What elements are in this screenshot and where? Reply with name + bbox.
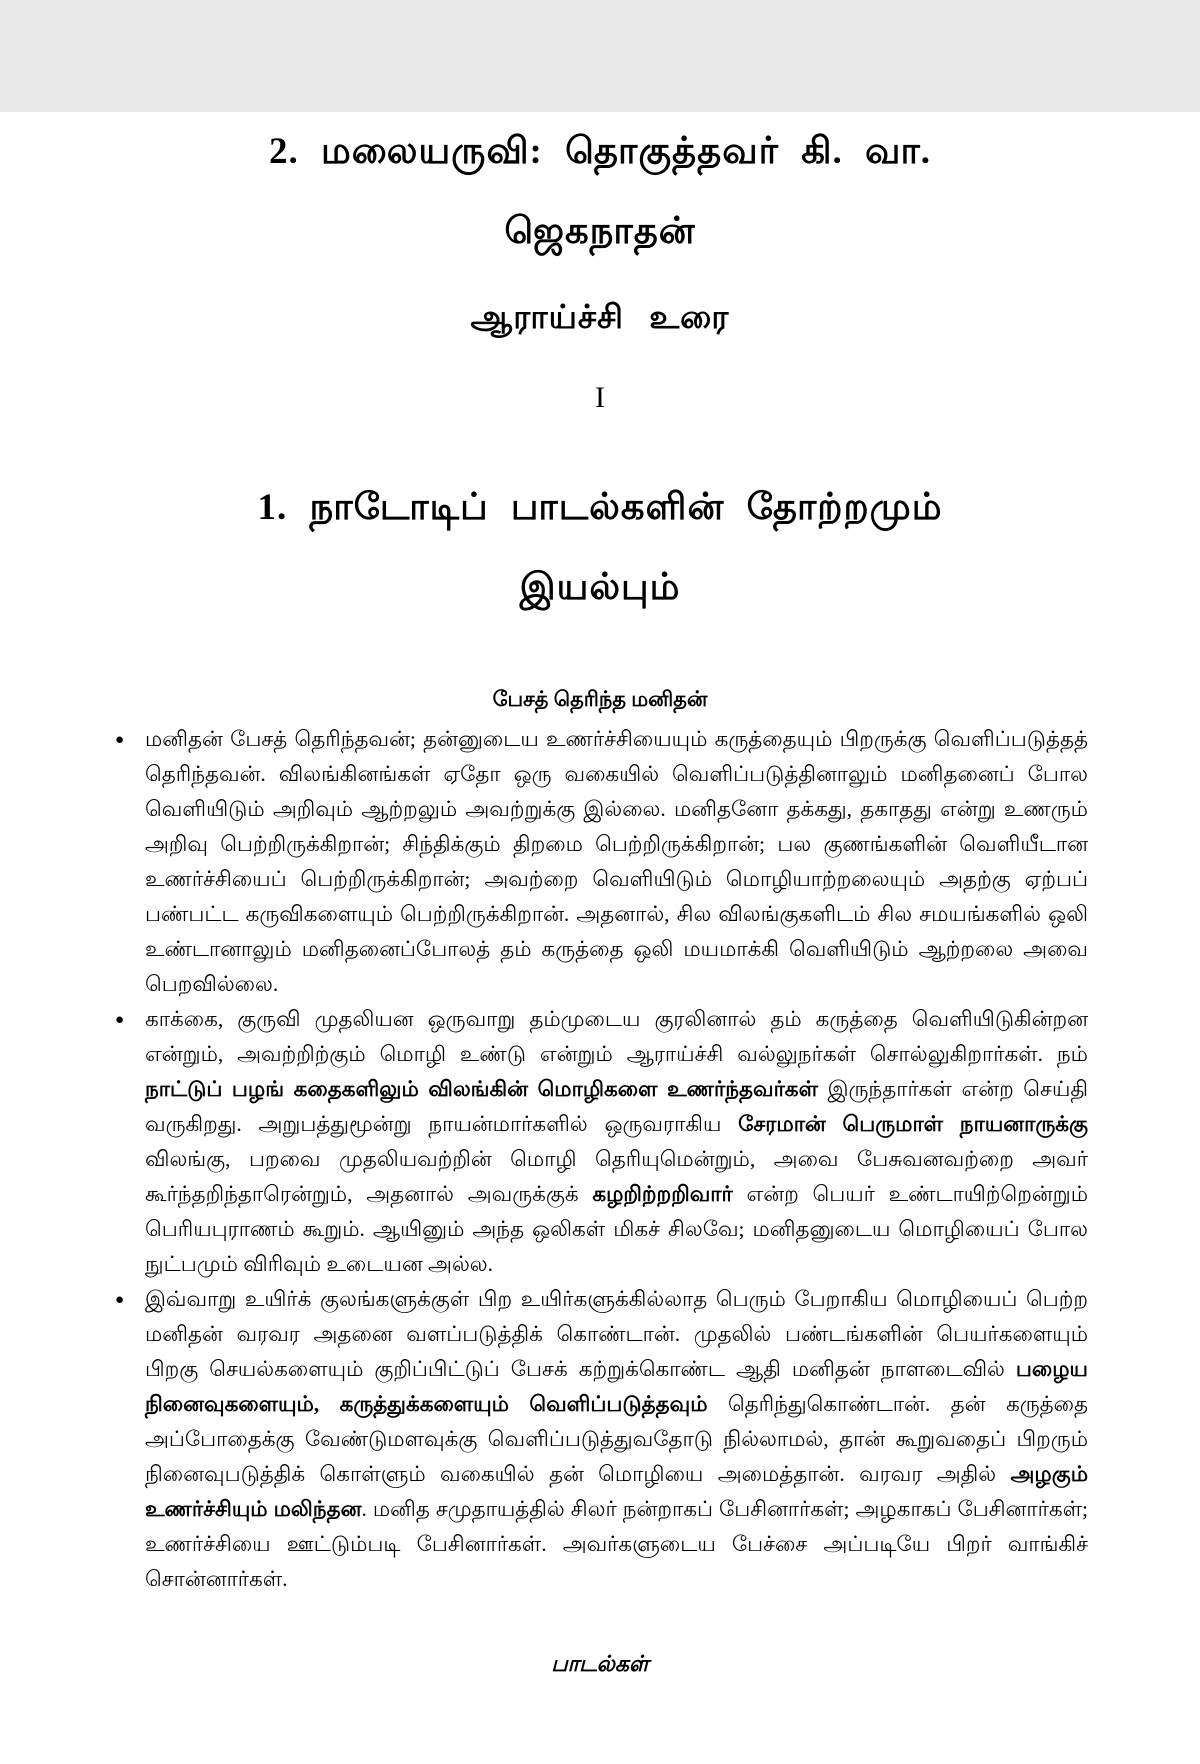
text-run: விலங்கு, பறவை முதலியவற்றின் மொழி தெரியுமென்றும், அவை பேசுவனவற்றை அவர் கூர்ந்தறிந்தாரென்றும், அதனால் அவருக்குக் [145,1147,1088,1206]
document-title-line-1: 2. மலையருவி: தொகுத்தவர் கி. வா. [268,131,932,172]
text-run: காக்கை, குருவி முதலியன ஒருவாறு தம்முடைய குரலினால் தம் கருத்தை வெளியிடுகின்றன என்றும், அவற்றிற்கும் மொழி உண்டு என்றும் ஆராய்ச்சி வல்லுநர்கள் சொல்லுகிறார்கள். நம் [145,1007,1088,1066]
document-subtitle: ஆராய்ச்சி உரை [470,300,730,336]
list-item [115,722,1088,1002]
text-run-bold: அழகும் உணர்ச்சியும் மலிந்தன [145,1462,1088,1521]
songs-heading: பாடல்கள் [551,1651,649,1676]
chapter-title [90,468,1110,628]
text-run: தெரிந்துகொண்டான். தன் கருத்தை அப்போதைக்கு வேண்டுமளவுக்கு வெளிப்படுத்துவதோடு நில்லாமல், தான் கூறுவதைப் பிறரும் நினைவுபடுத்திக் கொள்ளும் வகையில் தன் மொழியை அமைத்தான். வரவர அதில் [145,1392,1088,1486]
text-run-bold: பழைய நினைவுகளையும், கருத்துக்களையும் வெளிப்படுத்தவும் [145,1357,1088,1416]
chapter-title-line-2: இயல்பும் [519,567,681,608]
text-run: . மனித சமுதாயத்தில் சிலர் நன்றாகப் பேசினார்கள்; அழகாகப் பேசினார்கள்; உணர்ச்சியை ஊட்டும்படி பேசினார்கள். அவர்களுடைய பேச்சை அப்படியே பிறர் வாங்கிச் சொன்னார்கள். [145,1497,1088,1591]
text-run: இருந்தார்கள் என்ற செய்தி வருகிறது. அறுபத்துமூன்று நாயன்மார்களில் ஒருவராகிய [145,1077,1088,1136]
list-item [115,1002,1088,1282]
text-run: மனிதன் பேசத் தெரிந்தவன்; தன்னுடைய உணர்ச்சியையும் கருத்தையும் பிறருக்கு வெளிப்படுத்தத் தெரிந்தவன். விலங்கினங்கள் ஏதோ ஒரு வகையில் வெளிப்படுத்தினாலும் மனிதனைப் போல வெளியிடும் அறிவும் ஆற்றலும் அவற்றுக்கு இல்லை. மனிதனோ தக்கது, தகாதது என்று உணரும் அறிவு பெற்றிருக்கிறான்; சிந்திக்கும் திறமை பெற்றிருக்கிறான்; பல குணங்களின் வெளியீடான உணர்ச்சியைப் பெற்றிருக்கிறான்; அவற்றை வெளியிடும் மொழியாற்றலையும் அதற்கு ஏற்பப் பண்பட்ட கருவிகளையும் பெற்றிருக்கிறான். அதனால், சில விலங்குகளிடம் சில சமயங்களில் ஒலி உண்டானாலும் மனிதனைப்போலத் தம் கருத்தை ஒலி மயமாக்கி வெளியிடும் ஆற்றலை அவை பெறவில்லை. [145,727,1088,996]
list-item [115,1282,1088,1597]
text-run-bold: சேரமான் பெருமாள் நாயனாருக்கு [738,1112,1088,1136]
document-title [90,112,1110,272]
document-page [0,112,1200,1764]
bullet-list [115,722,1088,1597]
text-run-bold: நாட்டுப் பழங் கதைகளிலும் விலங்கின் மொழிகளை உணர்ந்தவர்கள் [145,1077,818,1101]
text-run: இவ்வாறு உயிர்க் குலங்களுக்குள் பிற உயிர்களுக்கில்லாத பெரும் பேறாகிய மொழியைப் பெற்ற மனிதன் வரவர அதனை வளப்படுத்திக் கொண்டான். முதலில் பண்டங்களின் பெயர்களையும் பிறகு செயல்களையும் குறிப்பிட்டுப் பேசக் கற்றுக்கொண்ட ஆதி மனிதன் நாளடைவில் [145,1287,1088,1381]
part-numeral: I [595,381,605,414]
document-title-line-2: ஜெகநாதன் [504,211,696,252]
text-run: என்ற பெயர் உண்டாயிற்றென்றும் பெரியபுராணம் கூறும். ஆயினும் அந்த ஒலிகள் மிகச் சிலவே; மனிதனுடைய மொழியைப் போல நுட்பமும் விரிவும் உடையன அல்ல. [145,1182,1088,1276]
section-heading: பேசத் தெரிந்த மனிதன் [492,687,708,711]
chapter-title-line-1: 1. நாடோடிப் பாடல்களின் தோற்றமும் [257,487,943,528]
text-run-bold: கழறிற்றறிவார் [592,1182,733,1206]
